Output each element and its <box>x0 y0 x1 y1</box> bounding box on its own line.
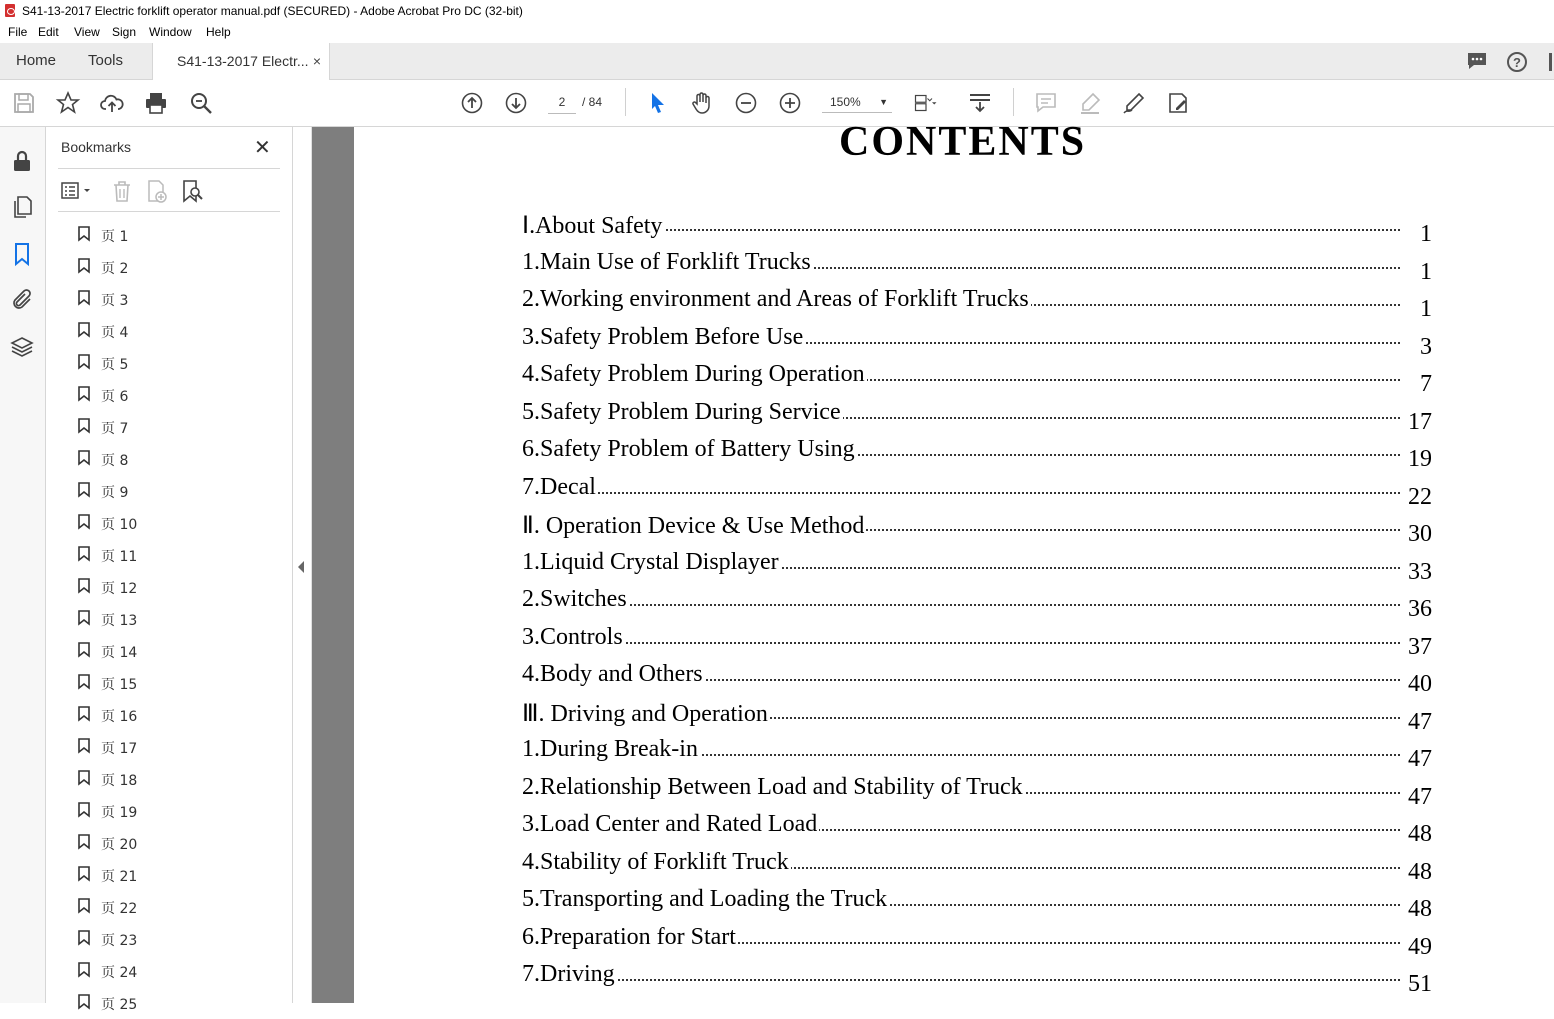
draw-sign-icon[interactable] <box>1122 91 1146 115</box>
tab-home[interactable]: Home <box>16 52 57 69</box>
toc-entry-title: Ⅱ. Operation Device & Use Method <box>522 513 865 539</box>
toc-entry[interactable] <box>522 661 1432 695</box>
menu-window[interactable]: Window <box>149 25 192 39</box>
collapse-panel-handle[interactable] <box>293 127 312 1003</box>
previous-page-icon[interactable] <box>460 91 484 115</box>
bookmark-label: 页 13 <box>101 613 138 629</box>
bookmark-icon <box>78 770 90 785</box>
page-total: / 84 <box>582 95 603 109</box>
toc-entry-title: 7.Driving <box>522 961 615 987</box>
toc-entry-title: 4.Body and Others <box>522 661 703 687</box>
divider <box>58 168 280 169</box>
zoom-search-icon[interactable] <box>189 91 213 115</box>
bookmark-icon <box>78 386 90 401</box>
page-number-input[interactable]: 2 <box>548 91 576 114</box>
bookmark-item[interactable] <box>76 315 266 347</box>
bookmark-item[interactable] <box>76 219 266 251</box>
title-bar <box>0 0 1554 22</box>
bookmark-icon <box>78 354 90 369</box>
bookmark-label: 页 3 <box>101 293 129 309</box>
bookmark-icon <box>78 610 90 625</box>
toc-entry-page: 51 <box>1408 971 1432 997</box>
toc-entry[interactable] <box>522 924 1432 958</box>
delete-bookmark-icon[interactable] <box>110 179 136 203</box>
bookmark-icon <box>78 674 90 689</box>
bookmark-item[interactable] <box>76 347 266 379</box>
toc-entry-title: Ⅰ.About Safety <box>522 213 663 239</box>
collapse-left-icon[interactable] <box>298 561 304 573</box>
toc-entry[interactable] <box>522 736 1432 770</box>
find-bookmark-icon[interactable] <box>180 179 206 203</box>
menu-view[interactable]: View <box>74 25 100 39</box>
toc-entry[interactable] <box>522 324 1432 358</box>
bookmark-item[interactable] <box>76 955 266 987</box>
toc-entry[interactable] <box>522 436 1432 470</box>
toc-entry-title: 1.Main Use of Forklift Trucks <box>522 248 811 275</box>
toc-entry-page: 49 <box>1408 933 1432 960</box>
select-cursor-icon[interactable] <box>646 91 670 115</box>
toc-entry[interactable] <box>522 511 1432 545</box>
menu-edit[interactable]: Edit <box>38 25 59 39</box>
bookmark-label: 页 11 <box>101 549 138 565</box>
next-page-icon[interactable] <box>504 91 528 115</box>
close-panel-icon[interactable]: ✕ <box>254 137 271 159</box>
toc-entry-page: 3 <box>1420 333 1432 360</box>
toc-entry-page: 40 <box>1408 671 1432 697</box>
bookmark-icon <box>78 642 90 657</box>
toc-entry-title: 6.Safety Problem of Battery Using <box>522 436 855 462</box>
bookmark-label: 页 17 <box>101 741 138 757</box>
toc-entry-page: 47 <box>1408 746 1432 772</box>
bookmark-icon <box>78 450 90 465</box>
toc-entry-page: 37 <box>1408 633 1432 660</box>
bookmark-label: 页 2 <box>101 261 129 277</box>
bookmark-item[interactable] <box>76 635 266 667</box>
bookmark-icon <box>78 226 90 241</box>
toc-entry-title: 5.Safety Problem During Service <box>522 398 841 425</box>
print-icon[interactable] <box>144 91 168 115</box>
bookmark-icon <box>78 482 90 497</box>
bookmark-label: 页 12 <box>101 581 138 597</box>
bookmark-item[interactable] <box>76 763 266 795</box>
menu-sign[interactable]: Sign <box>112 25 137 39</box>
toc-entry[interactable] <box>522 774 1432 808</box>
tab-tools[interactable]: Tools <box>88 52 124 69</box>
toc-entry[interactable] <box>522 361 1432 395</box>
zoom-out-icon[interactable] <box>734 91 758 115</box>
toc-entry[interactable] <box>522 286 1432 320</box>
bookmarks-title: Bookmarks <box>61 139 132 155</box>
bookmark-icon <box>78 578 90 593</box>
bookmark-icon <box>78 258 90 273</box>
new-bookmark-icon[interactable] <box>144 179 170 203</box>
bookmark-label: 页 9 <box>101 485 129 501</box>
toc-entry[interactable] <box>522 549 1432 583</box>
bookmark-icon <box>78 418 90 433</box>
help-icon[interactable] <box>1506 51 1528 71</box>
divider <box>58 211 280 212</box>
toc-entry-title: 3.Safety Problem Before Use <box>522 323 804 350</box>
dot-leader <box>522 604 1400 606</box>
bookmark-item[interactable] <box>76 731 266 763</box>
bookmark-icon <box>78 514 90 529</box>
chevron-down-icon: ▼ <box>879 97 888 107</box>
bookmark-label: 页 22 <box>101 901 138 917</box>
document-viewer[interactable] <box>312 119 1554 1003</box>
page-thumbnails-icon[interactable] <box>10 195 34 219</box>
bookmark-label: 页 24 <box>101 965 138 981</box>
bookmark-item[interactable] <box>76 251 266 283</box>
toc-entry-title: 1.Liquid Crystal Displayer <box>522 548 779 575</box>
zoom-select[interactable] <box>822 91 892 113</box>
lock-icon[interactable] <box>10 149 34 173</box>
toc-entry-title: 4.Safety Problem During Operation <box>522 361 865 387</box>
bookmark-label: 页 19 <box>101 805 138 821</box>
toc-entry-page: 47 <box>1408 708 1432 735</box>
bookmark-item[interactable] <box>76 283 266 315</box>
left-navigation-rail <box>0 127 46 1003</box>
toolbar-divider <box>1013 88 1014 116</box>
toc-entry[interactable] <box>522 211 1432 245</box>
bookmark-item[interactable] <box>76 443 266 475</box>
toc-entry[interactable] <box>522 961 1432 995</box>
toc-entry-title: 2.Switches <box>522 586 627 612</box>
zoom-value: 150% <box>830 95 861 109</box>
scroll-mode-icon[interactable] <box>968 91 992 115</box>
toc-entry-title: 3.Controls <box>522 623 623 650</box>
toc-entry-title: 2.Relationship Between Load and Stability of Truck <box>522 773 1023 800</box>
page-display-icon[interactable] <box>914 91 946 115</box>
bookmark-label: 页 7 <box>101 421 129 437</box>
toc-entry-title: 1.During Break-in <box>522 736 698 762</box>
toc-entry-page: 7 <box>1420 371 1432 397</box>
bookmark-label: 页 4 <box>101 325 129 341</box>
toc-entry[interactable] <box>522 586 1432 620</box>
bookmark-item[interactable] <box>76 539 266 571</box>
main-toolbar <box>0 80 1554 127</box>
bookmark-item[interactable] <box>76 699 266 731</box>
zoom-in-icon[interactable] <box>778 91 802 115</box>
hand-tool-icon[interactable] <box>690 91 714 115</box>
bookmark-icon <box>78 898 90 913</box>
bookmark-icon <box>78 546 90 561</box>
toc-entry-page: 17 <box>1408 408 1432 435</box>
bookmark-icon <box>78 866 90 881</box>
save-icon[interactable] <box>12 91 36 115</box>
toc-entry[interactable] <box>522 849 1432 883</box>
close-tab-icon[interactable]: × <box>312 53 321 69</box>
more-icon[interactable] <box>1546 51 1554 71</box>
toc-entry-title: 4.Stability of Forklift Truck <box>522 848 789 875</box>
dot-leader <box>522 979 1400 981</box>
bookmark-item[interactable] <box>76 603 266 635</box>
comment-tool-icon[interactable] <box>1034 91 1058 115</box>
bookmark-icon <box>78 802 90 817</box>
tab-bar <box>0 43 1554 80</box>
bookmark-label: 页 8 <box>101 453 129 469</box>
bookmark-label: 页 18 <box>101 773 138 789</box>
bookmark-item[interactable] <box>76 891 266 923</box>
bookmark-item[interactable] <box>76 827 266 859</box>
bookmark-item[interactable] <box>76 795 266 827</box>
bookmark-label: 页 16 <box>101 709 138 725</box>
bookmark-label: 页 15 <box>101 677 138 693</box>
bookmark-item[interactable] <box>76 411 266 443</box>
bookmark-icon <box>78 962 90 977</box>
cloud-upload-icon[interactable] <box>100 91 124 115</box>
bookmark-label: 页 14 <box>101 645 138 661</box>
bookmark-icon <box>78 994 90 1009</box>
bookmark-panel-icon[interactable] <box>10 242 34 266</box>
bookmark-label: 页 1 <box>101 229 129 245</box>
bookmark-icon <box>78 290 90 305</box>
toc-entry[interactable] <box>522 624 1432 658</box>
pdf-file-icon <box>5 4 15 17</box>
toc-entry[interactable] <box>522 699 1432 733</box>
bookmark-item[interactable] <box>76 667 266 699</box>
toc-entry[interactable] <box>522 399 1432 433</box>
bookmark-label: 页 21 <box>101 869 138 885</box>
toc-entry[interactable] <box>522 474 1432 508</box>
bookmark-item[interactable] <box>76 987 266 1019</box>
toc-entry-page: 48 <box>1408 858 1432 885</box>
bookmark-icon <box>78 930 90 945</box>
tab-document[interactable] <box>152 43 330 80</box>
bookmark-label: 页 6 <box>101 389 129 405</box>
highlight-icon[interactable] <box>1078 91 1102 115</box>
star-icon[interactable] <box>56 91 80 115</box>
toc-entry[interactable] <box>522 811 1432 845</box>
toc-entry[interactable] <box>522 886 1432 920</box>
svg-text:?: ? <box>1513 55 1521 70</box>
toc-entry-page: 47 <box>1408 783 1432 810</box>
toc-entry-page: 48 <box>1408 821 1432 847</box>
bookmarks-panel <box>46 127 293 1013</box>
pdf-page <box>354 119 1554 1003</box>
tab-document-label: S41-13-2017 Electr... <box>177 53 309 69</box>
toc-entry-title: 3.Load Center and Rated Load <box>522 811 818 837</box>
bookmark-item[interactable] <box>76 379 266 411</box>
bookmark-icon <box>78 738 90 753</box>
toc-entry-page: 19 <box>1408 446 1432 472</box>
bookmark-item[interactable] <box>76 475 266 507</box>
toolbar-divider <box>625 88 626 116</box>
fill-sign-icon[interactable] <box>1166 91 1190 115</box>
dot-leader <box>522 642 1400 644</box>
bookmark-icon <box>78 322 90 337</box>
contents-heading: CONTENTS <box>839 119 1087 165</box>
toc-entry-title: 6.Preparation for Start <box>522 923 736 950</box>
toc-entry-page: 1 <box>1420 296 1432 322</box>
toc-entry-page: 36 <box>1408 596 1432 622</box>
toc-entry-title: 7.Decal <box>522 473 596 500</box>
bookmark-list <box>46 219 270 1013</box>
bookmark-options-icon[interactable] <box>60 179 94 203</box>
toc-entry-page: 30 <box>1408 521 1432 547</box>
toc-entry-title: 2.Working environment and Areas of Forklift Trucks <box>522 286 1029 312</box>
bookmark-label: 页 10 <box>101 517 138 533</box>
layers-icon[interactable] <box>10 335 34 359</box>
bookmark-label: 页 25 <box>101 997 138 1013</box>
bookmark-label: 页 20 <box>101 837 138 853</box>
toc-entry-page: 1 <box>1420 258 1432 285</box>
comment-icon[interactable] <box>1466 51 1488 71</box>
dot-leader <box>522 492 1400 494</box>
bookmark-item[interactable] <box>76 507 266 539</box>
toc-entry-page: 22 <box>1408 483 1432 510</box>
bookmark-item[interactable] <box>76 923 266 955</box>
bookmark-icon <box>78 706 90 721</box>
toc-entry-page: 1 <box>1420 221 1432 247</box>
bookmark-icon <box>78 834 90 849</box>
bookmark-label: 页 5 <box>101 357 129 373</box>
bookmark-label: 页 23 <box>101 933 138 949</box>
toc-entry-page: 33 <box>1408 558 1432 585</box>
toc-entry-title: 5.Transporting and Loading the Truck <box>522 886 888 912</box>
toc-entry-title: Ⅲ. Driving and Operation <box>522 700 768 727</box>
menu-file[interactable]: File <box>8 25 28 39</box>
bookmark-item[interactable] <box>76 571 266 603</box>
toc-entry-page: 48 <box>1408 896 1432 922</box>
bookmark-item[interactable] <box>76 859 266 891</box>
menu-help[interactable]: Help <box>206 25 231 39</box>
toc-entry[interactable] <box>522 249 1432 283</box>
window-title: S41-13-2017 Electric forklift operator manual.pdf (SECURED) - Adobe Acrobat Pro DC (32-bit) <box>22 4 523 18</box>
attachment-icon[interactable] <box>10 288 34 312</box>
menu-bar <box>0 22 1554 43</box>
